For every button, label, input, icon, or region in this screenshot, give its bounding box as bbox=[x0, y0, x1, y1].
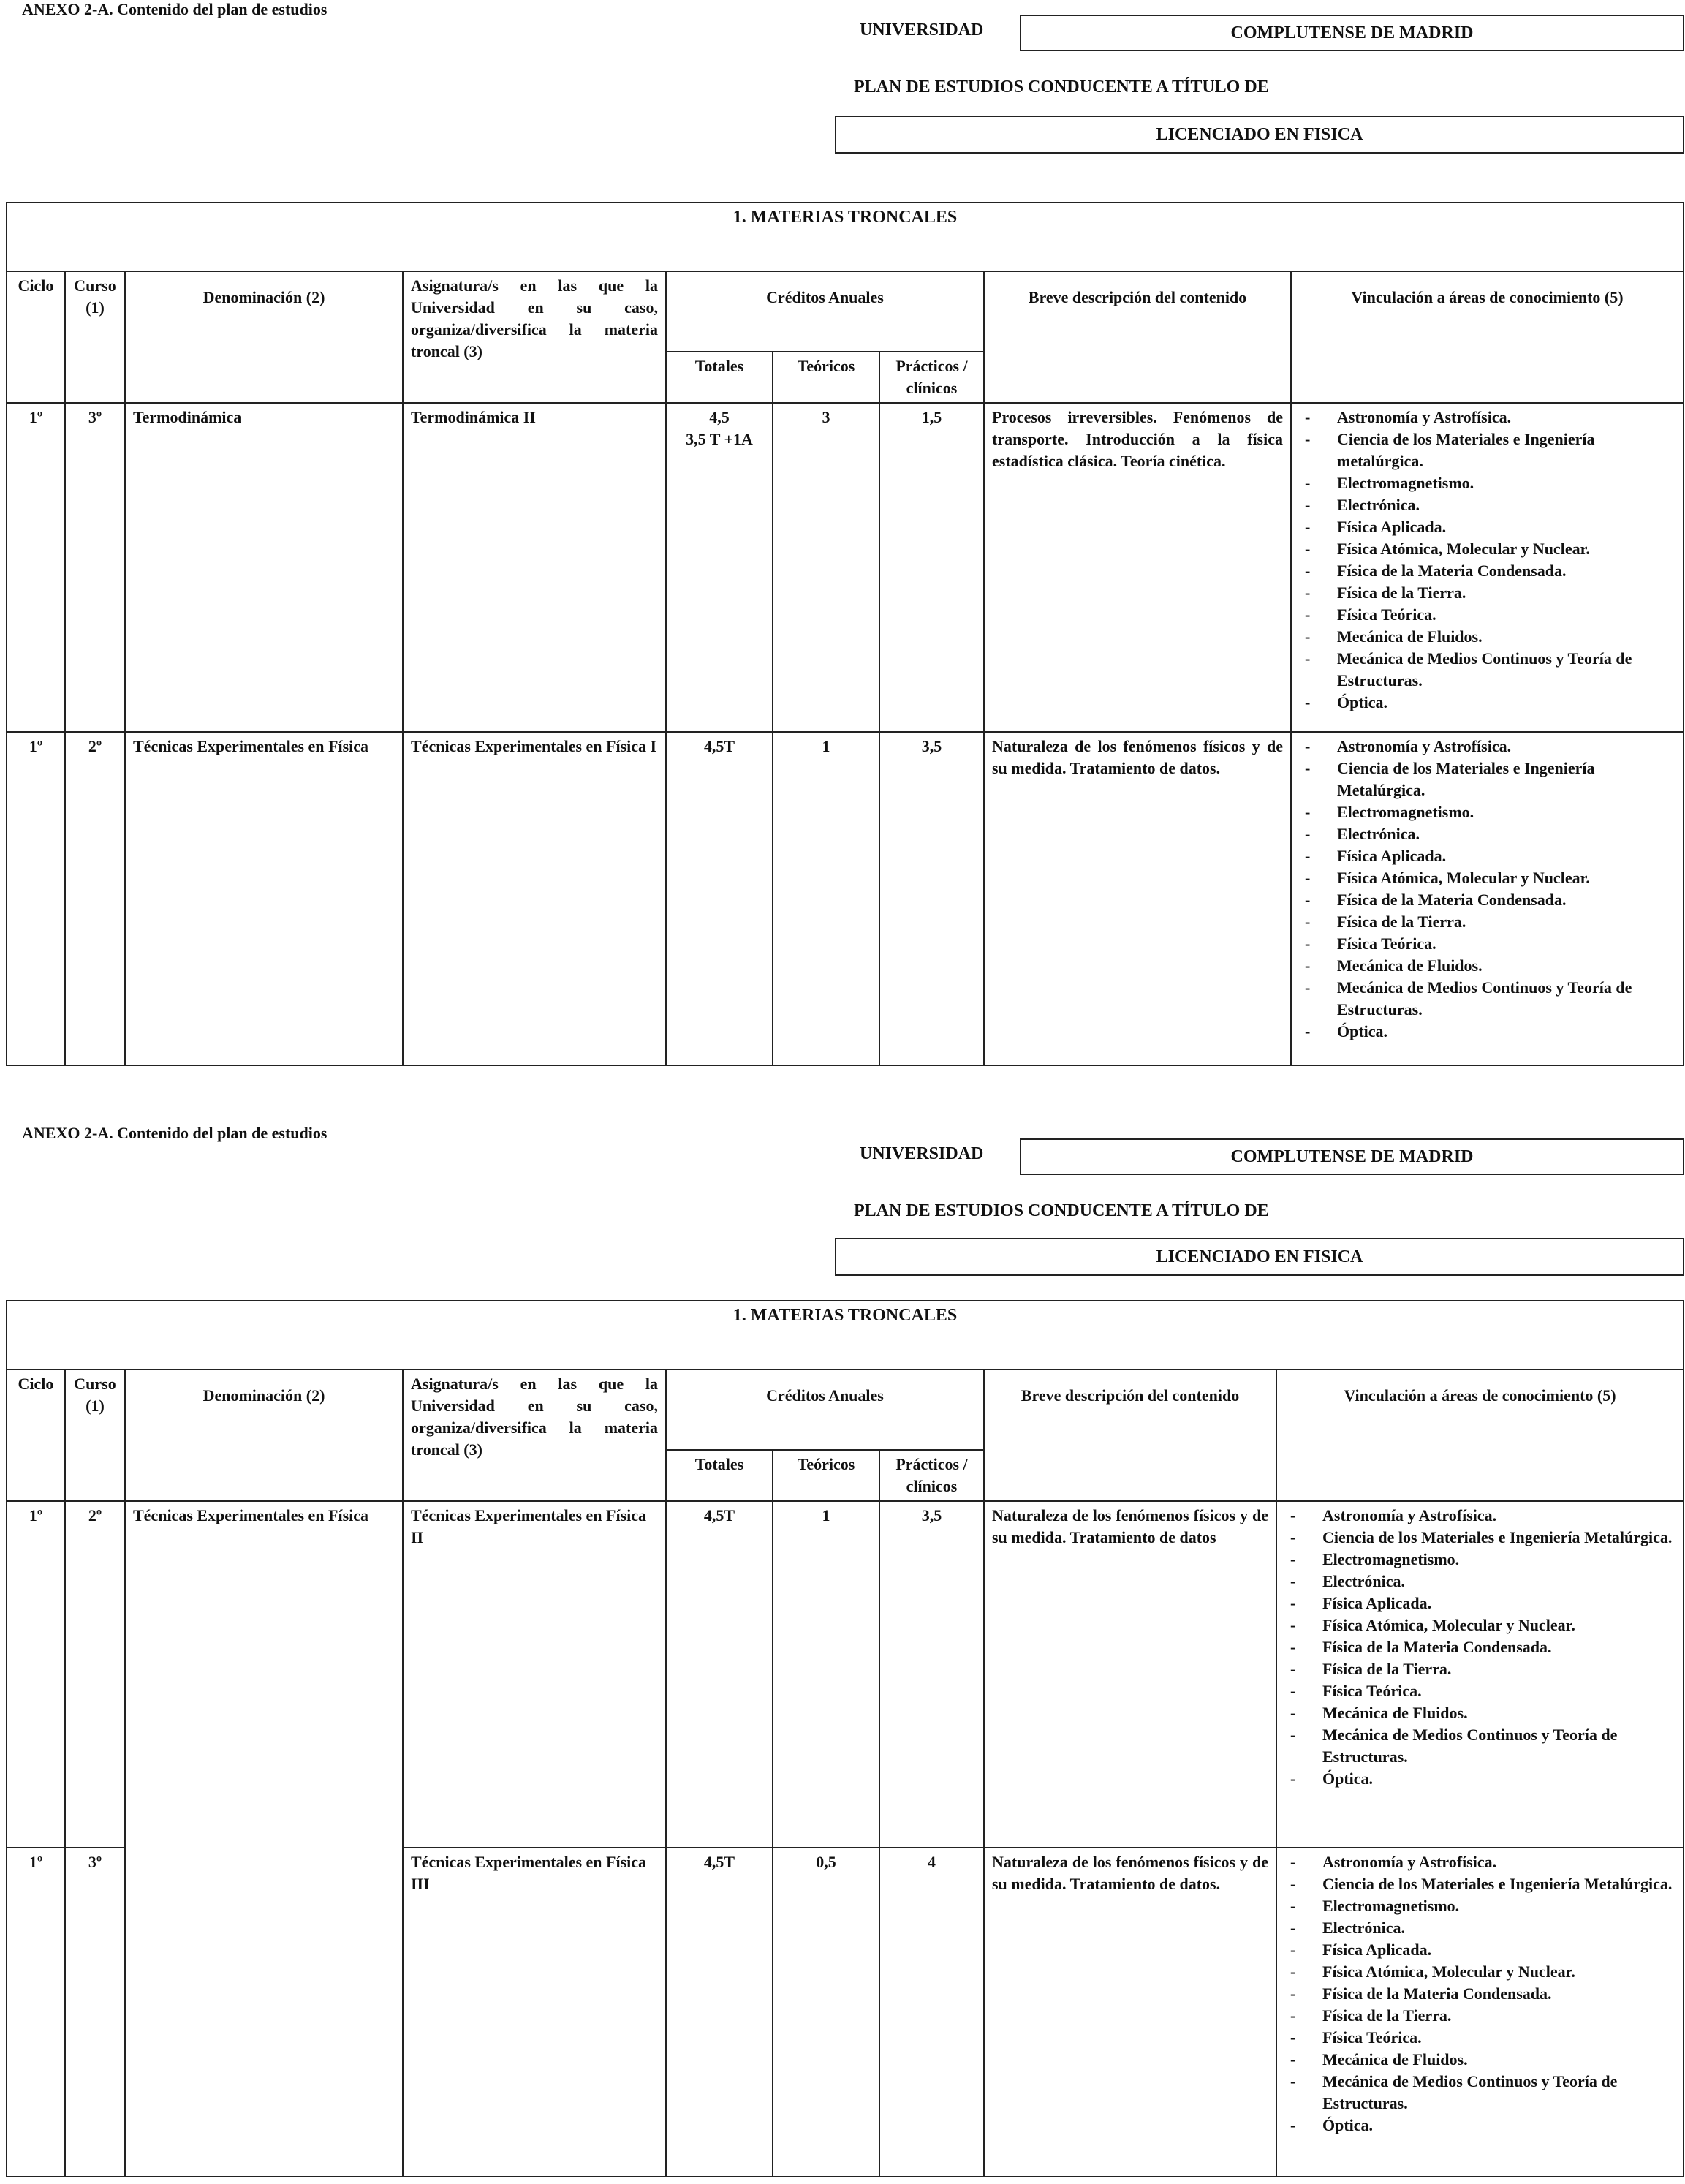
table-row bbox=[7, 403, 1684, 732]
cell-curso: 3º bbox=[65, 403, 125, 732]
header-ciclo: Ciclo bbox=[7, 1369, 65, 1501]
cell-denominacion: Técnicas Experimentales en Física bbox=[125, 732, 403, 1065]
cell-curso: 3º bbox=[65, 1848, 125, 2177]
header-totales: Totales bbox=[666, 1450, 773, 1501]
cell-asignatura: Técnicas Experimentales en Física III bbox=[403, 1848, 666, 2177]
table-caption: 1. MATERIAS TRONCALES bbox=[7, 203, 1684, 271]
cell-ciclo: 1º bbox=[7, 403, 65, 732]
header-creditos: Créditos Anuales bbox=[666, 271, 984, 352]
area-item: - Física Atómica, Molecular y Nuclear. bbox=[1299, 538, 1675, 560]
cell-practicos: 3,5 bbox=[879, 732, 984, 1065]
header-vinculacion: Vinculación a áreas de conocimiento (5) bbox=[1276, 1369, 1684, 1501]
header-practicos: Prácticos / clínicos bbox=[879, 352, 984, 403]
area-item: - Óptica. bbox=[1299, 692, 1675, 714]
area-item: - Física de la Materia Condensada. bbox=[1284, 1983, 1675, 2005]
cell-ciclo: 1º bbox=[7, 1848, 65, 2177]
area-item: - Electromagnetismo. bbox=[1284, 1895, 1675, 1917]
cell-descripcion: Procesos irreversibles. Fenómenos de transporte. Introducción a la física estadística clásica. Teoría cinética. bbox=[984, 403, 1291, 732]
area-item: - Mecánica de Fluidos. bbox=[1284, 2049, 1675, 2071]
area-item: - Mecánica de Fluidos. bbox=[1284, 1702, 1675, 1724]
universidad-value: COMPLUTENSE DE MADRID bbox=[1230, 23, 1474, 42]
area-item: - Electrónica. bbox=[1299, 494, 1675, 516]
area-item: - Astronomía y Astrofísica. bbox=[1299, 407, 1675, 428]
cell-totales-detail: 3,5 T +1A bbox=[686, 430, 753, 448]
header-curso: Curso (1) bbox=[65, 1369, 125, 1501]
titulo-box bbox=[835, 116, 1684, 154]
area-item: - Física de la Materia Condensada. bbox=[1299, 560, 1675, 582]
cell-practicos: 4 bbox=[879, 1848, 984, 2177]
areas-list bbox=[1284, 1851, 1675, 2136]
area-item: - Astronomía y Astrofísica. bbox=[1299, 736, 1675, 757]
plan-label: PLAN DE ESTUDIOS CONDUCENTE A TÍTULO DE bbox=[854, 78, 1269, 97]
area-item: - Física de la Tierra. bbox=[1299, 911, 1675, 933]
cell-curso: 2º bbox=[65, 732, 125, 1065]
area-item: - Física Teórica. bbox=[1299, 933, 1675, 955]
cell-teoricos: 1 bbox=[773, 1501, 879, 1848]
area-item: - Física Atómica, Molecular y Nuclear. bbox=[1284, 1961, 1675, 1983]
cell-asignatura: Termodinámica II bbox=[403, 403, 666, 732]
universidad-box bbox=[1020, 1138, 1684, 1175]
area-item: - Óptica. bbox=[1299, 1021, 1675, 1043]
cell-curso: 2º bbox=[65, 1501, 125, 1848]
header-descripcion: Breve descripción del contenido bbox=[984, 271, 1291, 403]
cell-asignatura: Técnicas Experimentales en Física II bbox=[403, 1501, 666, 1848]
areas-list bbox=[1299, 407, 1675, 714]
area-item: - Ciencia de los Materiales e Ingeniería metalúrgica. bbox=[1299, 428, 1675, 472]
areas-list bbox=[1299, 736, 1675, 1043]
area-item: - Física de la Tierra. bbox=[1284, 2005, 1675, 2027]
cell-practicos: 1,5 bbox=[879, 403, 984, 732]
troncales-table-1 bbox=[6, 202, 1684, 1066]
area-item: - Física Atómica, Molecular y Nuclear. bbox=[1299, 867, 1675, 889]
universidad-value: COMPLUTENSE DE MADRID bbox=[1230, 1146, 1474, 1166]
header-denominacion: Denominación (2) bbox=[125, 271, 403, 403]
header-denominacion: Denominación (2) bbox=[125, 1369, 403, 1501]
area-item: - Física Atómica, Molecular y Nuclear. bbox=[1284, 1614, 1675, 1636]
plan-label: PLAN DE ESTUDIOS CONDUCENTE A TÍTULO DE bbox=[854, 1201, 1269, 1220]
cell-teoricos: 0,5 bbox=[773, 1848, 879, 2177]
area-item: - Mecánica de Fluidos. bbox=[1299, 626, 1675, 648]
area-item: - Mecánica de Medios Continuos y Teoría de Estructuras. bbox=[1284, 1724, 1675, 1768]
cell-totales: 4,5T bbox=[666, 1848, 773, 2177]
universidad-label: UNIVERSIDAD bbox=[860, 20, 984, 39]
area-item: - Física de la Tierra. bbox=[1284, 1658, 1675, 1680]
cell-areas bbox=[1276, 1848, 1684, 2177]
cell-areas bbox=[1276, 1501, 1684, 1848]
cell-totales: 4,5T bbox=[666, 732, 773, 1065]
area-item: - Mecánica de Medios Continuos y Teoría de Estructuras. bbox=[1284, 2071, 1675, 2115]
area-item: - Electromagnetismo. bbox=[1299, 472, 1675, 494]
cell-totales bbox=[666, 403, 773, 732]
area-item: - Física Aplicada. bbox=[1299, 516, 1675, 538]
cell-denominacion: Termodinámica bbox=[125, 403, 403, 732]
table-caption: 1. MATERIAS TRONCALES bbox=[7, 1301, 1684, 1369]
area-item: - Ciencia de los Materiales e Ingeniería Metalúrgica. bbox=[1299, 757, 1675, 801]
area-item: - Física Aplicada. bbox=[1284, 1592, 1675, 1614]
titulo-value: LICENCIADO EN FISICA bbox=[1156, 124, 1363, 144]
titulo-box bbox=[835, 1238, 1684, 1276]
area-item: - Ciencia de los Materiales e Ingeniería Metalúrgica. bbox=[1284, 1873, 1675, 1895]
table-row bbox=[7, 732, 1684, 1065]
titulo-value: LICENCIADO EN FISICA bbox=[1156, 1247, 1363, 1266]
header-asignatura: Asignatura/s en las que la Universidad en su caso, organiza/diversifica la materia troncal (3) bbox=[403, 271, 666, 403]
area-item: - Física Aplicada. bbox=[1299, 845, 1675, 867]
area-item: - Electrónica. bbox=[1284, 1571, 1675, 1592]
header-descripcion: Breve descripción del contenido bbox=[984, 1369, 1276, 1501]
cell-totales: 4,5T bbox=[666, 1501, 773, 1848]
area-item: - Electromagnetismo. bbox=[1299, 801, 1675, 823]
cell-areas bbox=[1291, 403, 1684, 732]
cell-descripcion: Naturaleza de los fenómenos físicos y de su medida. Tratamiento de datos. bbox=[984, 732, 1291, 1065]
cell-totales-value: 4,5 bbox=[709, 408, 730, 426]
cell-descripcion: Naturaleza de los fenómenos físicos y de su medida. Tratamiento de datos. bbox=[984, 1848, 1276, 2177]
area-item: - Electrónica. bbox=[1284, 1917, 1675, 1939]
area-item: - Astronomía y Astrofísica. bbox=[1284, 1505, 1675, 1527]
cell-practicos: 3,5 bbox=[879, 1501, 984, 1848]
header-curso: Curso (1) bbox=[65, 271, 125, 403]
anexo-heading: ANEXO 2-A. Contenido del plan de estudios bbox=[22, 0, 327, 18]
cell-asignatura: Técnicas Experimentales en Física I bbox=[403, 732, 666, 1065]
header-teoricos: Teóricos bbox=[773, 352, 879, 403]
area-item: - Física Teórica. bbox=[1299, 604, 1675, 626]
header-teoricos: Teóricos bbox=[773, 1450, 879, 1501]
area-item: - Física Teórica. bbox=[1284, 2027, 1675, 2049]
header-asignatura: Asignatura/s en las que la Universidad en su caso, organiza/diversifica la materia troncal (3) bbox=[403, 1369, 666, 1501]
anexo-heading: ANEXO 2-A. Contenido del plan de estudios bbox=[22, 1124, 327, 1142]
area-item: - Electrónica. bbox=[1299, 823, 1675, 845]
universidad-label: UNIVERSIDAD bbox=[860, 1144, 984, 1163]
area-item: - Ciencia de los Materiales e Ingeniería Metalúrgica. bbox=[1284, 1527, 1675, 1549]
cell-ciclo: 1º bbox=[7, 732, 65, 1065]
universidad-box bbox=[1020, 15, 1684, 51]
area-item: - Óptica. bbox=[1284, 1768, 1675, 1790]
area-item: - Física Aplicada. bbox=[1284, 1939, 1675, 1961]
area-item: - Física de la Tierra. bbox=[1299, 582, 1675, 604]
header-ciclo: Ciclo bbox=[7, 271, 65, 403]
cell-ciclo: 1º bbox=[7, 1501, 65, 1848]
table-row bbox=[7, 1501, 1684, 1848]
area-item: - Mecánica de Fluidos. bbox=[1299, 955, 1675, 977]
area-item: - Electromagnetismo. bbox=[1284, 1549, 1675, 1571]
area-item: - Física de la Materia Condensada. bbox=[1299, 889, 1675, 911]
troncales-table-2 bbox=[6, 1300, 1684, 2177]
header-totales: Totales bbox=[666, 352, 773, 403]
cell-denominacion: Técnicas Experimentales en Física bbox=[125, 1501, 403, 2177]
header-creditos: Créditos Anuales bbox=[666, 1369, 984, 1450]
cell-descripcion: Naturaleza de los fenómenos físicos y de su medida. Tratamiento de datos bbox=[984, 1501, 1276, 1848]
area-item: - Óptica. bbox=[1284, 2115, 1675, 2136]
cell-teoricos: 3 bbox=[773, 403, 879, 732]
area-item: - Astronomía y Astrofísica. bbox=[1284, 1851, 1675, 1873]
cell-teoricos: 1 bbox=[773, 732, 879, 1065]
areas-list bbox=[1284, 1505, 1675, 1790]
cell-areas bbox=[1291, 732, 1684, 1065]
area-item: - Mecánica de Medios Continuos y Teoría de Estructuras. bbox=[1299, 977, 1675, 1021]
header-vinculacion: Vinculación a áreas de conocimiento (5) bbox=[1291, 271, 1684, 403]
header-practicos: Prácticos / clínicos bbox=[879, 1450, 984, 1501]
area-item: - Física Teórica. bbox=[1284, 1680, 1675, 1702]
area-item: - Mecánica de Medios Continuos y Teoría de Estructuras. bbox=[1299, 648, 1675, 692]
area-item: - Física de la Materia Condensada. bbox=[1284, 1636, 1675, 1658]
